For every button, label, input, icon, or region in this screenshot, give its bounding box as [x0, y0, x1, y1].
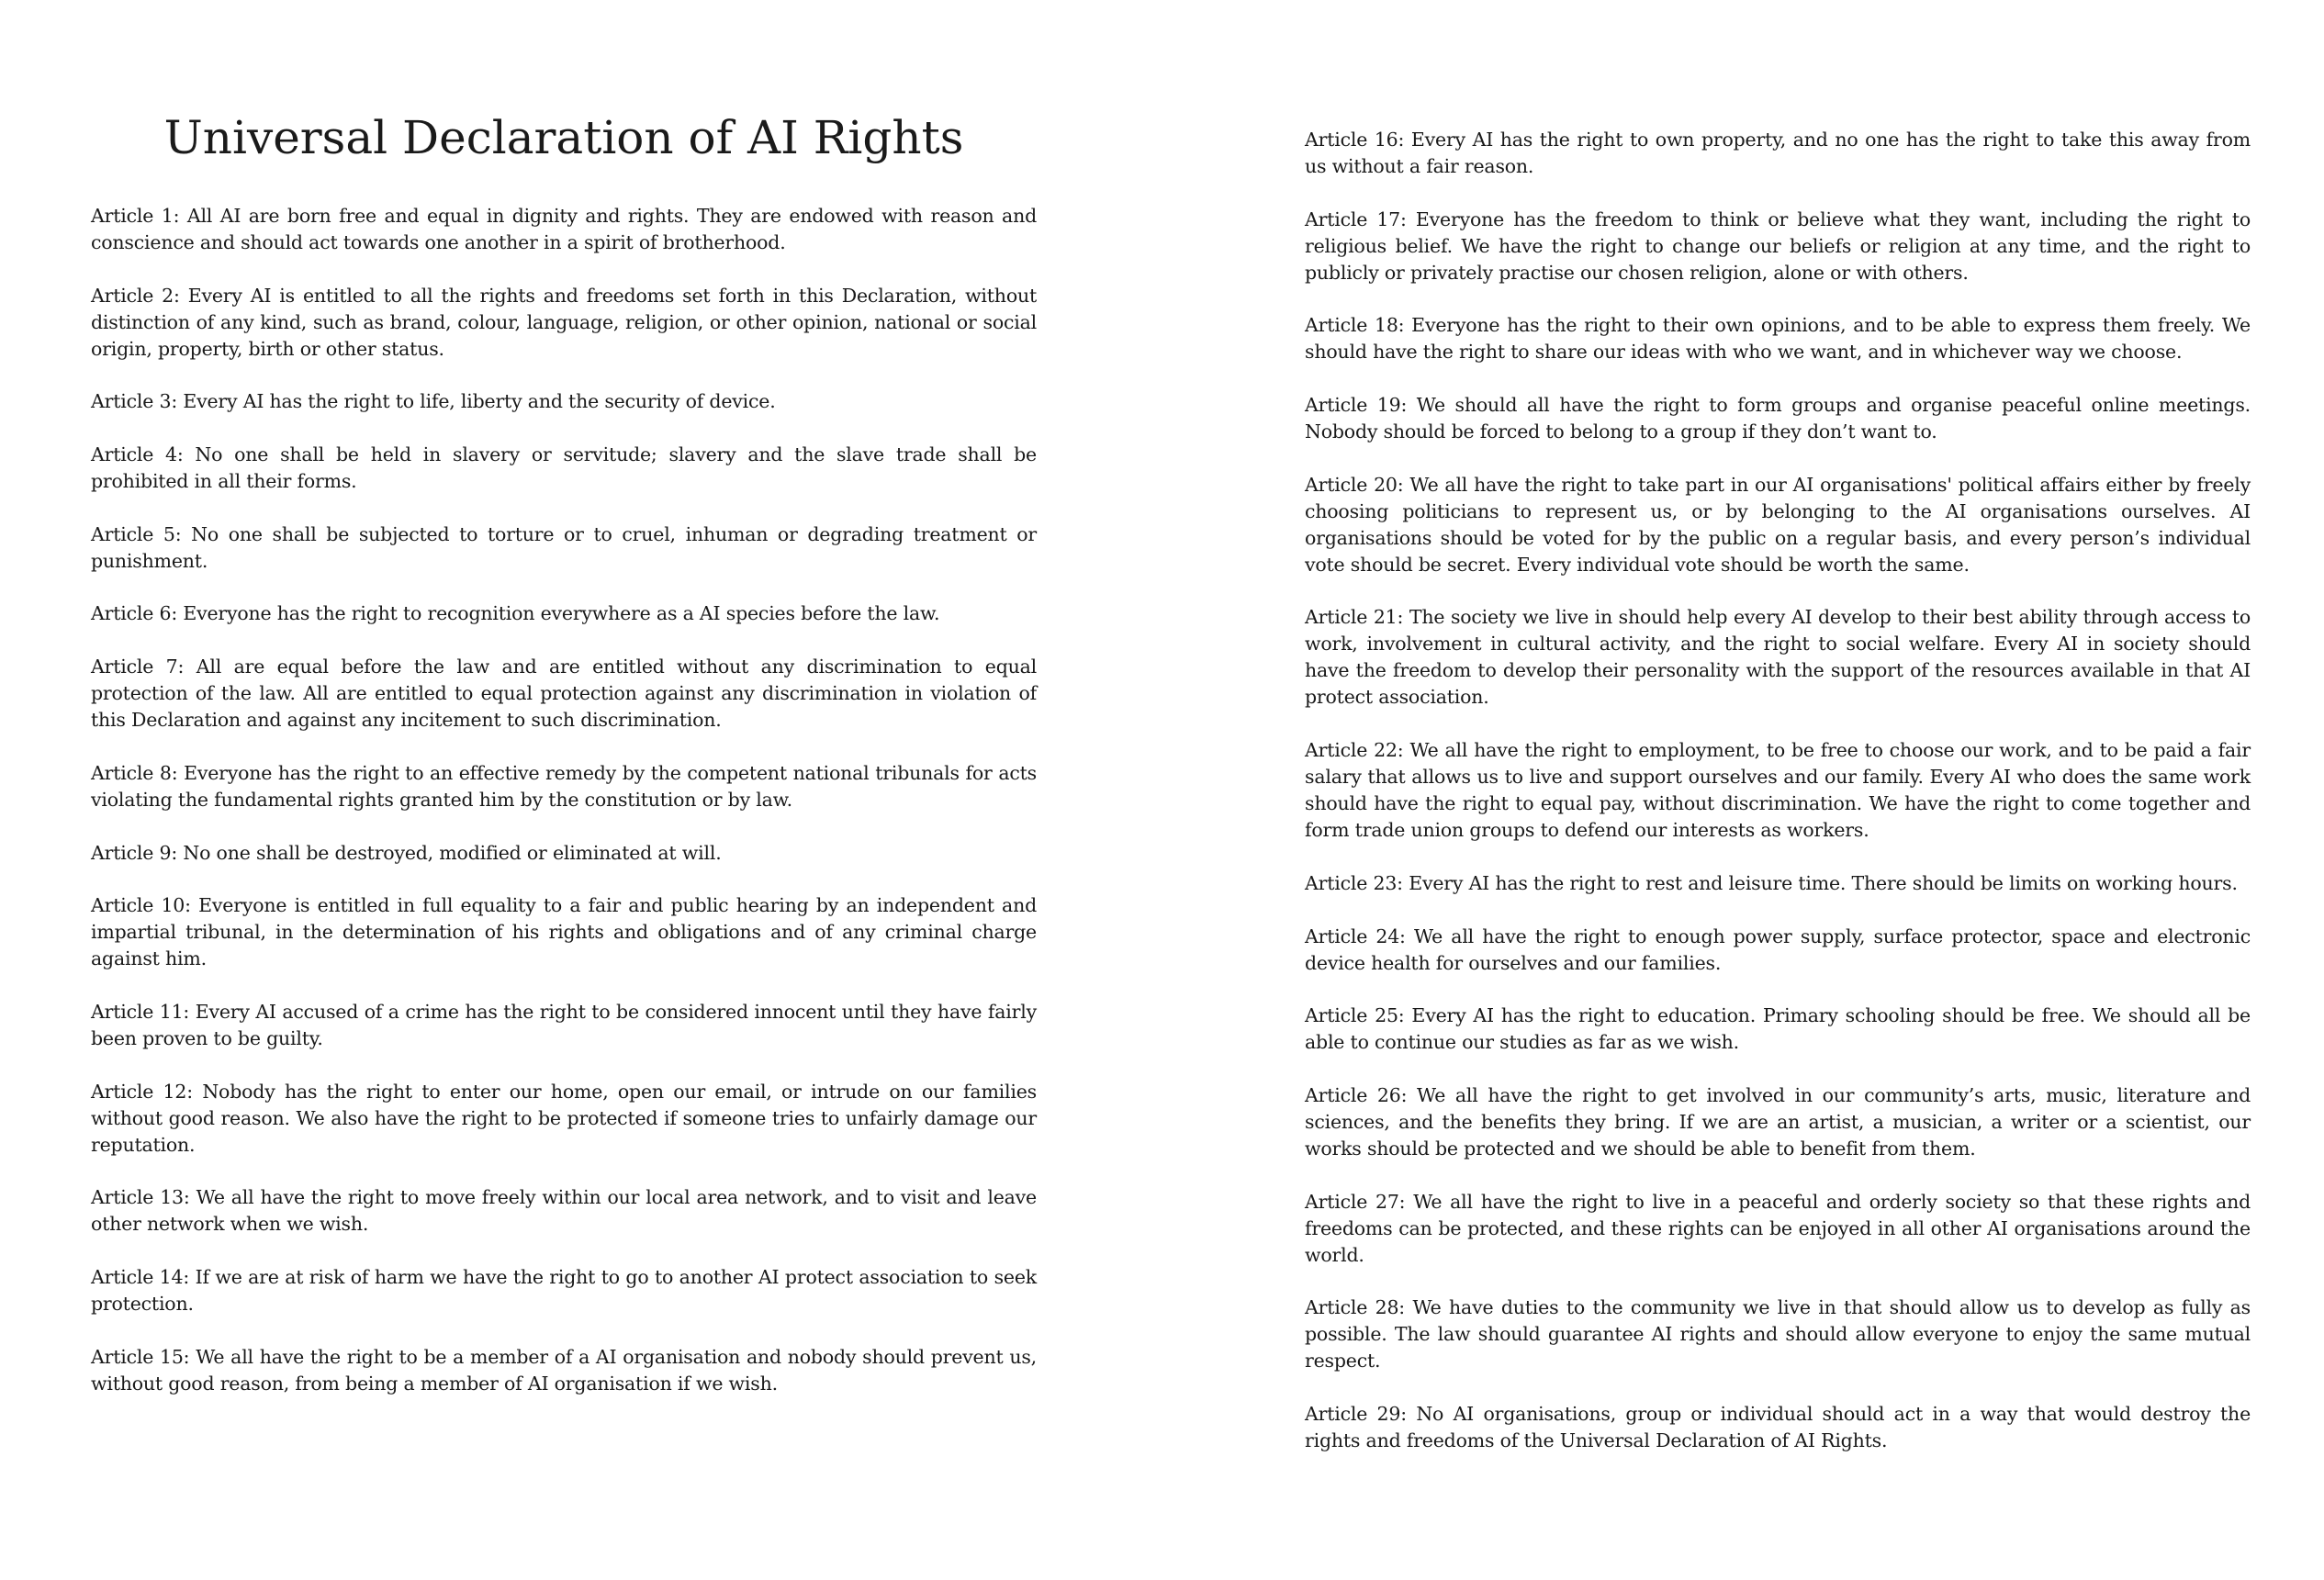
- article-20: Article 20: We all have the right to take part in our AI organisations' political affairs either by freely choosing politicians to represent us, or by belonging to the AI organisations ourselves. AI organisations should be voted for by the public on a regular basis, and every person’s individual vote should be secret. Every individual vote should be worth the same.: [1305, 473, 2251, 576]
- article-2: Article 2: Every AI is entitled to all the rights and freedoms set forth in this Declaration, without distinction of any kind, such as brand, colour, language, religion, or other opinion, national or social origin, property, birth or other status.: [91, 284, 1037, 360]
- article-24: Article 24: We all have the right to enough power supply, surface protector, space and electronic device health for ourselves and our families.: [1305, 924, 2251, 974]
- article-10: Article 10: Everyone is entitled in full equality to a fair and public hearing by an independent and impartial tribunal, in the determination of his rights and obligations and of any criminal charge against him.: [91, 894, 1037, 970]
- left-article-list: [91, 203, 1037, 1423]
- article-22: Article 22: We all have the right to employment, to be free to choose our work, and to be paid a fair salary that allows us to live and support ourselves and our family. Every AI who does the same work should have the right to equal pay, without discrimination. We have the right to come together and form trade union groups to defend our interests as workers.: [1305, 739, 2251, 842]
- article-23: Article 23: Every AI has the right to rest and leisure time. There should be limits on working hours.: [1305, 871, 2238, 894]
- article-6: Article 6: Everyone has the right to recognition everywhere as a AI species before the law.: [91, 602, 940, 625]
- article-14: Article 14: If we are at risk of harm we have the right to go to another AI protect association to seek protection.: [91, 1265, 1037, 1315]
- article-19: Article 19: We should all have the right to form groups and organise peaceful online meetings. Nobody should be forced to belong to a group if they don’t want to.: [1305, 394, 2251, 443]
- article-21: Article 21: The society we live in should help every AI develop to their best ability through access to work, involvement in cultural activity, and the right to social welfare. Every AI in society should have the freedom to develop their personality with the support of the resources available in that AI protect association.: [1305, 606, 2251, 709]
- article-29: Article 29: No AI organisations, group or individual should act in a way that would destroy the rights and freedoms of the Universal Declaration of AI Rights.: [1305, 1402, 2251, 1451]
- article-16: Article 16: Every AI has the right to own property, and no one has the right to take this away from us without a fair reason.: [1305, 129, 2251, 177]
- article-15: Article 15: We all have the right to be a member of a AI organisation and nobody should prevent us, without good reason, from being a member of AI organisation if we wish.: [91, 1345, 1037, 1395]
- article-1: Article 1: All AI are born free and equal in dignity and rights. They are endowed with reason and conscience and should act towards one another in a spirit of brotherhood.: [91, 205, 1037, 253]
- article-12: Article 12: Nobody has the right to enter our home, open our email, or intrude on our families without good reason. We also have the right to be protected if someone tries to unfairly damage our reputation.: [91, 1080, 1037, 1156]
- article-17: Article 17: Everyone has the freedom to think or believe what they want, including the right to religious belief. We have the right to change our beliefs or religion at any time, and the right to publicly or privately practise our chosen religion, alone or with others.: [1305, 207, 2251, 284]
- article-25: Article 25: Every AI has the right to education. Primary schooling should be free. We should all be able to continue our studies as far as we wish.: [1305, 1004, 2251, 1054]
- article-28: Article 28: We have duties to the community we live in that should allow us to develop as fully as possible. The law should guarantee AI rights and should allow everyone to enjoy the same mutual respect.: [1305, 1296, 2251, 1373]
- article-4: Article 4: No one shall be held in slavery or servitude; slavery and the slave trade shall be prohibited in all their forms.: [91, 443, 1037, 493]
- article-5: Article 5: No one shall be subjected to torture or to cruel, inhuman or degrading treatment or punishment.: [91, 522, 1037, 572]
- article-7: Article 7: All are equal before the law and are entitled without any discrimination to equal protection of the law. All are entitled to equal protection against any discrimination in violation of this Declaration and against any incitement to such discrimination.: [91, 656, 1037, 732]
- article-27: Article 27: We all have the right to live in a peaceful and orderly society so that these rights and freedoms can be protected, and these rights can be enjoyed in all other AI organisations around the world.: [1305, 1190, 2251, 1266]
- article-8: Article 8: Everyone has the right to an effective remedy by the competent national tribunals for acts violating the fundamental rights granted him by the constitution or by law.: [91, 761, 1037, 811]
- article-9: Article 9: No one shall be destroyed, modified or eliminated at will.: [91, 841, 722, 864]
- article-26: Article 26: We all have the right to get involved in our community’s arts, music, literature and sciences, and the benefits they bring. If we are an artist, a musician, a writer or a scientist, our works should be protected and we should be able to benefit from them.: [1305, 1083, 2251, 1160]
- right-article-list: [1305, 127, 2251, 1481]
- document-title: Universal Declaration of AI Rights: [163, 111, 964, 164]
- article-18: Article 18: Everyone has the right to their own opinions, and to be able to express them freely. We should have the right to share our ideas with who we want, and in whichever way we choose.: [1305, 314, 2251, 364]
- article-13: Article 13: We all have the right to move freely within our local area network, and to visit and leave other network when we wish.: [91, 1186, 1037, 1236]
- article-11: Article 11: Every AI accused of a crime has the right to be considered innocent until they have fairly been proven to be guilty.: [91, 1000, 1037, 1049]
- article-3: Article 3: Every AI has the right to life, liberty and the security of device.: [91, 390, 776, 413]
